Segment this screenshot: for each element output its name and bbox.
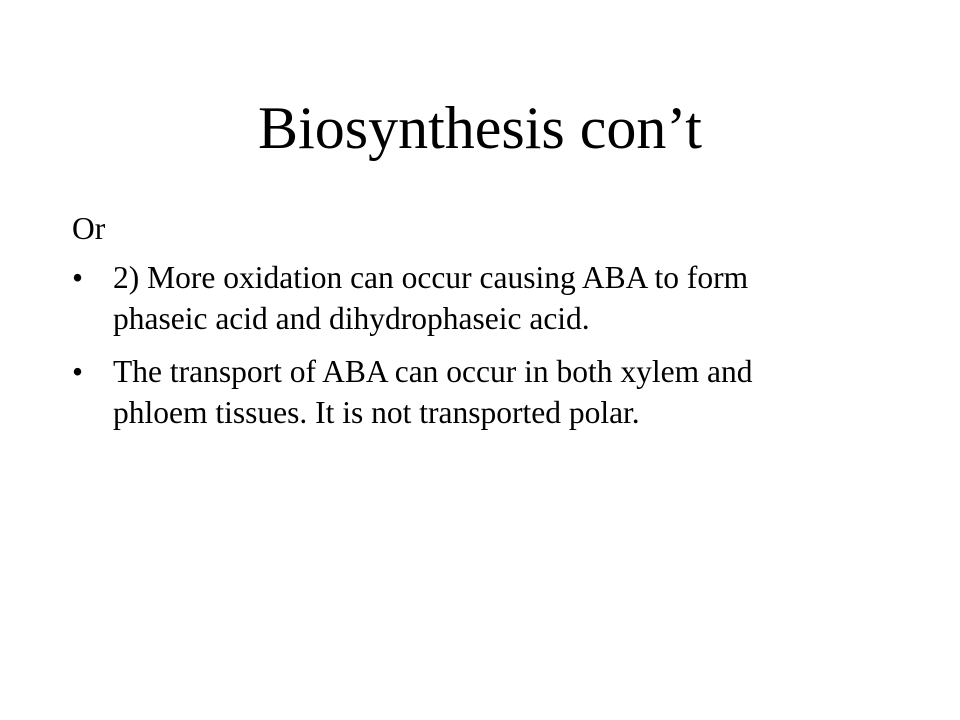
slide-body xyxy=(72,208,792,445)
bullet-text: The transport of ABA can occur in both xylem and phloem tissues. It is not transported polar. xyxy=(113,354,753,430)
slide-title: Biosynthesis con’t xyxy=(258,95,702,161)
lead-text: Or xyxy=(72,211,106,246)
bullet-text: 2) More oxidation can occur causing ABA to form phaseic acid and dihydrophaseic acid. xyxy=(113,260,749,336)
bullet-icon: • xyxy=(72,354,84,389)
bullet-icon: • xyxy=(72,260,84,295)
bullet-item-1 xyxy=(72,257,753,339)
bullet-item-2 xyxy=(72,351,753,433)
